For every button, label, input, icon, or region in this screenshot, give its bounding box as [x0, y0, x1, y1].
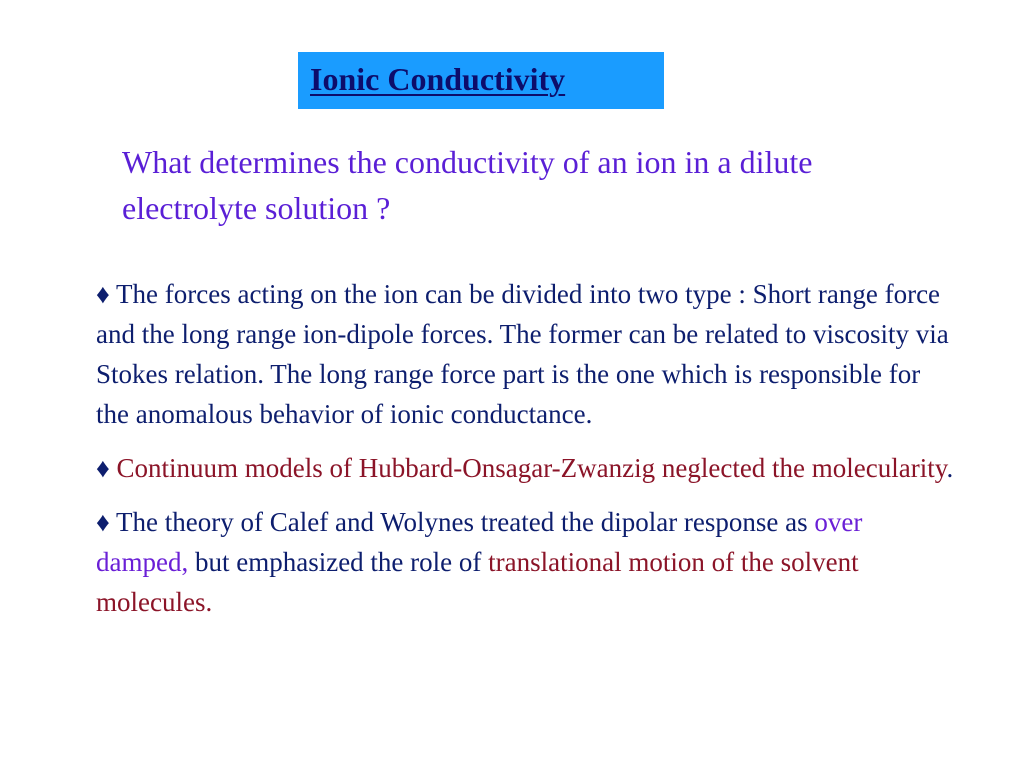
bullet-end-punct: .	[946, 453, 954, 483]
bullet-highlight-over-damped: over damped,	[96, 507, 863, 577]
bullet-item-forces	[96, 274, 956, 434]
bullet-text: Continuum models of Hubbard-Onsagar-Zwanzig neglected the molecularity	[116, 453, 947, 483]
bullet-item-calef-wolynes	[96, 502, 956, 622]
bullet-item-continuum	[96, 448, 956, 488]
bullet-text: The forces acting on the ion can be divided into two type : Short range force and the long range ion-dipole forces. The former can be related to viscosity via Stokes relation. The long range force part is the one which is responsible for the anomalous behavior of ionic conductance.	[96, 279, 949, 429]
diamond-bullet-icon: ♦	[96, 453, 110, 483]
diamond-bullet-icon: ♦	[96, 507, 110, 537]
diamond-bullet-icon: ♦	[96, 279, 110, 309]
title-box	[298, 52, 664, 109]
bullet-highlight-translational: translational motion of the solvent molecules.	[96, 547, 859, 617]
bullet-text: but emphasized the role of	[188, 547, 489, 577]
slide-title: Ionic Conductivity	[310, 61, 566, 97]
question-text: What determines the conductivity of an ion in a dilute electrolyte solution ?	[122, 144, 813, 226]
bullet-list	[96, 274, 956, 636]
bullet-text: The theory of Calef and Wolynes treated the dipolar response as	[116, 507, 815, 537]
